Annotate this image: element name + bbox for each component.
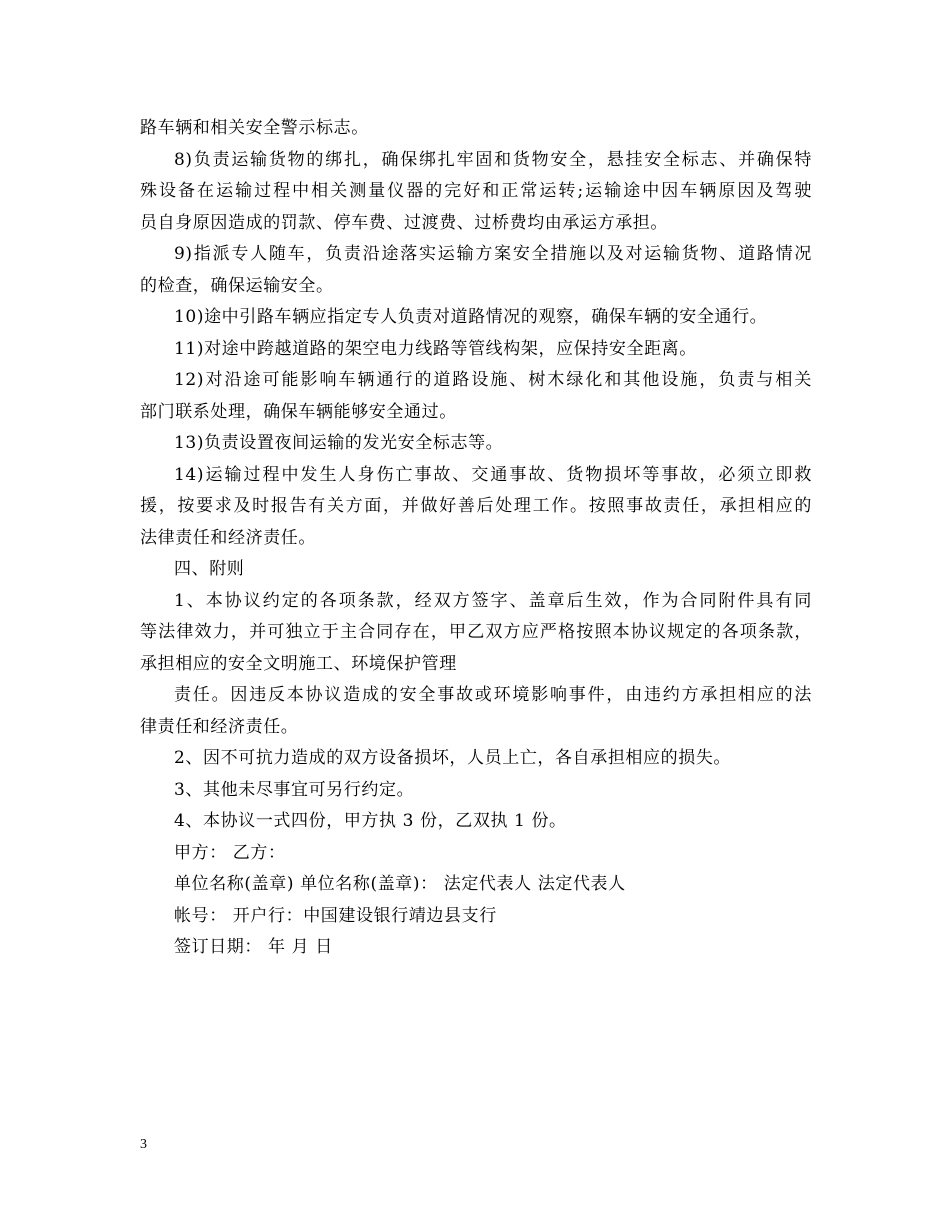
text-line: 承担相应的安全文明施工、环境保护管理 (140, 653, 457, 674)
text-line: 13)负责设置夜间运输的发光安全标志等。 (174, 433, 504, 453)
page-number: 3 (140, 1137, 147, 1152)
text-line: 1、本协议约定的各项条款，经双方签字、盖章后生效，作为合同附件具有同 (174, 590, 812, 611)
text-line: 法律责任和经济责任。 (140, 527, 316, 548)
text-line: 的检查，确保运输安全。 (140, 275, 334, 296)
text-line: 部门联系处理，确保车辆能够安全通过。 (140, 401, 457, 422)
text-line: 单位名称(盖章) 单位名称(盖章)： 法定代表人 法定代表人 (174, 874, 626, 894)
text-line: 四、附则 (174, 559, 245, 579)
text-line: 3、其他未尽事宜可另行约定。 (174, 779, 415, 800)
text-line: 11)对途中跨越道路的架空电力线路等管线构架，应保持安全距离。 (174, 338, 697, 359)
text-line: 殊设备在运输过程中相关测量仪器的完好和正常运转;运输途中因车辆原因及驾驶 (140, 181, 812, 201)
text-line: 14)运输过程中发生人身伤亡事故、交通事故、货物损坏等事故，必须立即救 (174, 464, 812, 485)
text-line: 帐号： 开户行：中国建设银行靖边县支行 (174, 905, 497, 926)
text-line: 10)途中引路车辆应指定专人负责对道路情况的观察，确保车辆的安全通行。 (174, 307, 768, 327)
text-line: 甲方： 乙方： (174, 842, 286, 863)
text-line: 9)指派专人随车，负责沿途落实运输方案安全措施以及对运输货物、道路情况 (174, 244, 812, 264)
document-body (140, 113, 812, 964)
text-line: 路车辆和相关安全警示标志。 (140, 118, 369, 138)
text-line: 签订日期： 年 月 日 (174, 937, 333, 957)
text-line: 责任。因违反本协议造成的安全事故或环境影响事件，由违约方承担相应的法 (174, 685, 812, 705)
text-line: 员自身原因造成的罚款、停车费、过渡费、过桥费均由承运方承担。 (140, 212, 668, 233)
text-line: 律责任和经济责任。 (140, 716, 299, 737)
text-line: 援，按要求及时报告有关方面，并做好善后处理工作。按照事故责任，承担相应的 (140, 496, 812, 516)
text-line: 4、本协议一式四份，甲方执 3 份，乙双执 1 份。 (174, 811, 567, 831)
text-line: 12)对沿途可能影响车辆通行的道路设施、树木绿化和其他设施，负责与相关 (174, 370, 812, 390)
text-line: 等法律效力，并可独立于主合同存在，甲乙双方应严格按照本协议规定的各项条款， (140, 622, 812, 642)
text-line: 2、因不可抗力造成的双方设备损坏，人员上亡，各自承担相应的损失。 (174, 748, 732, 768)
text-line: 8)负责运输货物的绑扎，确保绑扎牢固和货物安全，悬挂安全标志、并确保特 (174, 149, 812, 170)
